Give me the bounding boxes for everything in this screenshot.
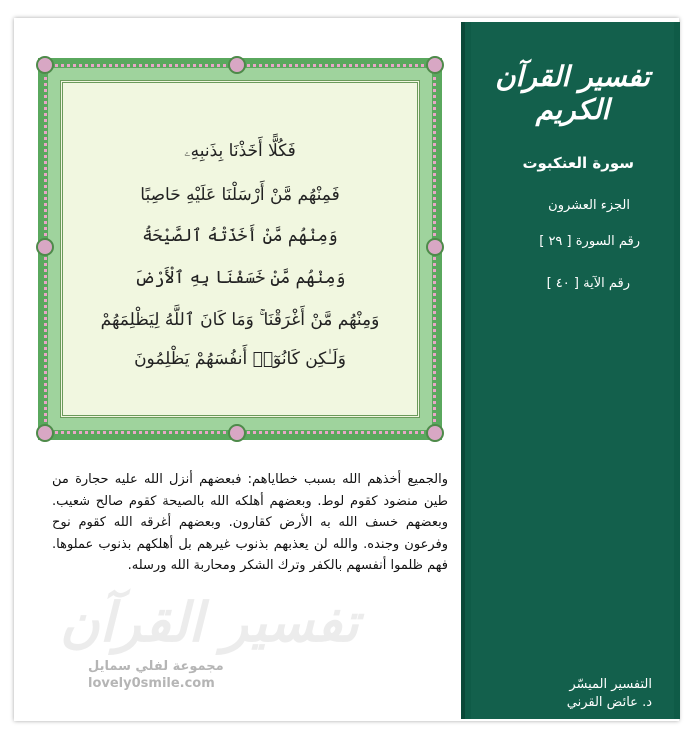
brand-url[interactable]: lovely0smile.com (88, 676, 215, 691)
verse-line: فَمِنْهُم مَّنْ أَرْسَلْنَا عَلَيْهِ حَاصِبًا (140, 185, 340, 205)
verse-box (60, 80, 420, 418)
verse-line: وَمِنْهُم مَّنْ خَسَفْنَا بِهِ ٱلْأَرْضَ (134, 268, 346, 288)
sidebar-panel (471, 22, 674, 719)
verse-line: وَمِنْهُم مَّنْ أَغْرَقْنَا ۚ وَمَا كَانَ ٱللَّهُ لِيَظْلِمَهُمْ (100, 310, 380, 330)
tafsir-text: والجميع أخذهم الله بسبب خطاياهم: فبعضهم أنزل الله عليه حجارة من طين منضود كقوم لوط. وبعضهم أهلكه الله بالصيحة كقوم صالح شعيب. وبعضهم خسف الله به الأرض كقارون. وبعضهم أغرقه الله كقوم نوح وفرعون وجنده. والله لن يعذبهم بذنوب غيرهم بل أهلكهم بذنوب عملوها. فهم ظلموا أنفسهم بالكفر وترك الشكر ومحاربة الله ورسله. (52, 472, 448, 573)
brand-name: مجموعة لفلي سمايل (88, 659, 224, 674)
verse-ornamental-frame (38, 58, 442, 440)
verse-line: وَلَـٰكِن كَانُوٓا۟ أَنفُسَهُمْ يَظْلِمُونَ (134, 349, 346, 369)
flower-ornament-icon (228, 424, 246, 442)
sidebar (461, 22, 680, 719)
author-name: د. عائض القرني (566, 695, 652, 710)
flower-ornament-icon (36, 56, 54, 74)
tafsir-source: التفسير الميسّر (569, 677, 652, 692)
site-title: تفسير القرآن الكريم (495, 60, 650, 126)
flower-ornament-icon (426, 56, 444, 74)
flower-ornament-icon (36, 424, 54, 442)
flower-ornament-icon (426, 238, 444, 256)
aya-number: رقم الآية [ ٤٠ ] (546, 276, 630, 291)
flower-ornament-icon (426, 424, 444, 442)
verse-line: فَكُلًّا أَخَذْنَا بِذَنبِهِۦ (184, 141, 296, 161)
flower-ornament-icon (228, 56, 246, 74)
flower-ornament-icon (36, 238, 54, 256)
surah-number: رقم السورة [ ٢٩ ] (539, 234, 640, 249)
verse-line: وَمِنْهُم مَّنْ أَخَذَتْهُ ٱلصَّيْحَةُ (142, 226, 338, 246)
watermark: تفسير القرآن (60, 590, 359, 654)
juz-label: الجزء العشرون (548, 198, 630, 213)
surah-name: سورة العنكبوت (522, 154, 634, 172)
